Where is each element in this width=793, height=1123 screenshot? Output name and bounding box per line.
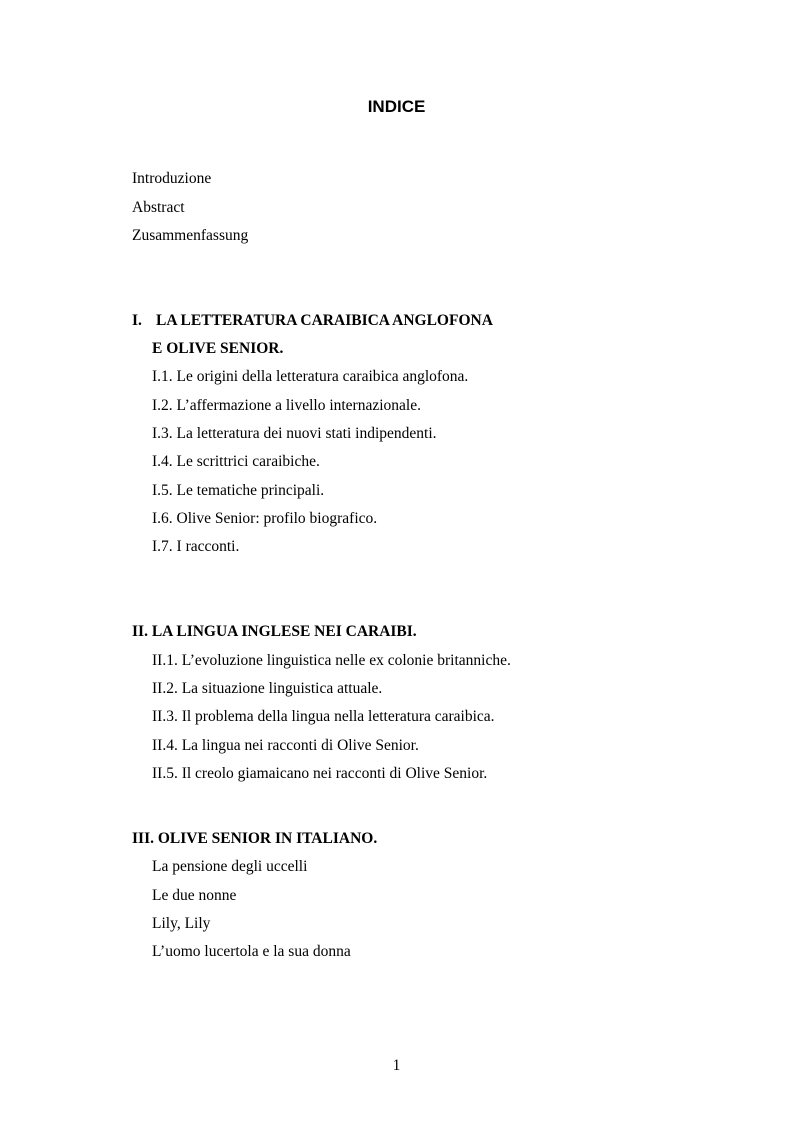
chapter-2-heading: II. LA LINGUA INGLESE NEI CARAIBI.	[132, 623, 417, 640]
section-2-5: II.5. Il creolo giamaicano nei racconti di Olive Senior.	[152, 765, 488, 782]
section-1-1: I.1. Le origini della letteratura caraibica anglofona.	[152, 368, 469, 385]
section-1-3: I.3. La letteratura dei nuovi stati indipendenti.	[152, 425, 437, 442]
page-title: INDICE	[367, 97, 426, 116]
toc-entry-abstract: Abstract	[132, 199, 185, 216]
toc-entry-zusammenfassung: Zusammenfassung	[132, 227, 249, 244]
story-4: L’uomo lucertola e la sua donna	[152, 943, 351, 960]
section-1-5: I.5. Le tematiche principali.	[152, 482, 325, 499]
page-number: 1	[392, 1057, 401, 1074]
section-2-2: II.2. La situazione linguistica attuale.	[152, 680, 383, 697]
chapter-1-number: I.	[132, 312, 142, 329]
section-1-7: I.7. I racconti.	[152, 538, 240, 555]
chapter-3-heading: III. OLIVE SENIOR IN ITALIANO.	[132, 830, 378, 847]
story-2: Le due nonne	[152, 887, 237, 904]
section-2-1: II.1. L’evoluzione linguistica nelle ex colonie britanniche.	[152, 652, 511, 669]
toc-entry-introduzione: Introduzione	[132, 170, 212, 187]
story-1: La pensione degli uccelli	[152, 858, 308, 875]
section-2-3: II.3. Il problema della lingua nella letteratura caraibica.	[152, 708, 495, 725]
chapter-1-title-line1: LA LETTERATURA CARAIBICA ANGLOFONA	[156, 312, 493, 329]
section-1-4: I.4. Le scrittrici caraibiche.	[152, 453, 320, 470]
section-1-2: I.2. L’affermazione a livello internazionale.	[152, 397, 421, 414]
story-3: Lily, Lily	[152, 915, 211, 932]
chapter-1-heading	[132, 313, 493, 329]
section-1-6: I.6. Olive Senior: profilo biografico.	[152, 510, 378, 527]
section-2-4: II.4. La lingua nei racconti di Olive Senior.	[152, 737, 419, 754]
chapter-1-title-line2: E OLIVE SENIOR.	[152, 340, 284, 357]
